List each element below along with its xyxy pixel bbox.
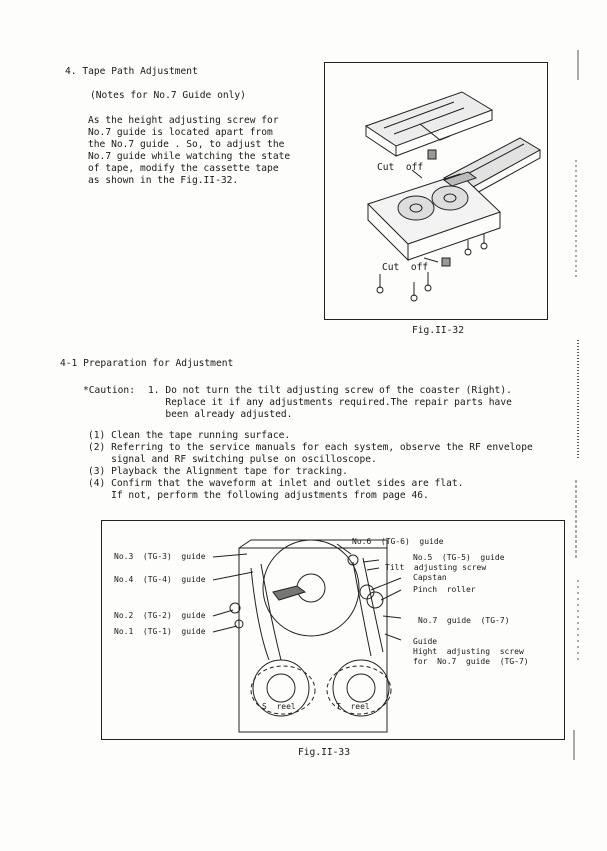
label-hight-screw: Hight adjusting screw <box>413 647 524 656</box>
subsection-heading: 4-1 Preparation for Adjustment <box>60 358 234 369</box>
label-no6-guide: No.6 (TG-6) guide <box>352 537 444 546</box>
step-item: (1) Clean the tape running surface. <box>88 430 291 441</box>
label-pinch-roller: Pinch roller <box>413 585 476 594</box>
cassette-illustration <box>324 62 546 318</box>
label-no3-guide: No.3 (TG-3) guide <box>114 552 206 561</box>
label-tilt-screw: Tilt adjusting screw <box>385 563 487 572</box>
label-hight-screw-for: for No.7 guide (TG-7) <box>413 657 529 666</box>
paragraph-line: No.7 guide while watching the state <box>88 151 291 162</box>
label-no2-guide: No.2 (TG-2) guide <box>114 611 206 620</box>
caution-line: been already adjusted. <box>148 409 293 420</box>
step-item: (2) Referring to the service manuals for each system, observe the RF envelope <box>88 442 533 453</box>
label-s-reel: S reel <box>262 702 296 711</box>
section-note: (Notes for No.7 Guide only) <box>90 90 246 101</box>
step-item: (3) Playback the Alignment tape for tracking. <box>88 466 348 477</box>
fig33-caption: Fig.II-33 <box>298 747 350 758</box>
label-no1-guide: No.1 (TG-1) guide <box>114 627 206 636</box>
label-cut-off-bottom: Cut off <box>382 262 429 273</box>
label-capstan: Capstan <box>413 573 447 582</box>
label-cut-off-top: Cut off <box>377 162 424 173</box>
scan-edge-marks <box>566 40 607 800</box>
label-no4-guide: No.4 (TG-4) guide <box>114 575 206 584</box>
step-item: signal and RF switching pulse on oscilloscope. <box>88 454 377 465</box>
label-no7-guide: No.7 guide (TG-7) <box>418 616 510 625</box>
caution-label: *Caution: <box>83 385 135 396</box>
paragraph-line: as shown in the Fig.II-32. <box>88 175 239 186</box>
paragraph-line: of tape, modify the cassette tape <box>88 163 279 174</box>
label-no5-guide: No.5 (TG-5) guide <box>413 553 505 562</box>
label-t-reel: T reel <box>336 702 370 711</box>
paragraph-line: No.7 guide is located apart from <box>88 127 273 138</box>
caution-line: 1. Do not turn the tilt adjusting screw of the coaster (Right). <box>148 385 512 396</box>
paragraph-line: the No.7 guide . So, to adjust the <box>88 139 285 150</box>
step-item: If not, perform the following adjustments from page 46. <box>88 490 429 501</box>
fig32-caption: Fig.II-32 <box>412 325 464 336</box>
step-item: (4) Confirm that the waveform at inlet and outlet sides are flat. <box>88 478 464 489</box>
label-guide: Guide <box>413 637 438 646</box>
caution-line: Replace it if any adjustments required.The repair parts have <box>148 397 512 408</box>
section-heading: 4. Tape Path Adjustment <box>65 66 198 77</box>
paragraph-line: As the height adjusting screw for <box>88 115 279 126</box>
